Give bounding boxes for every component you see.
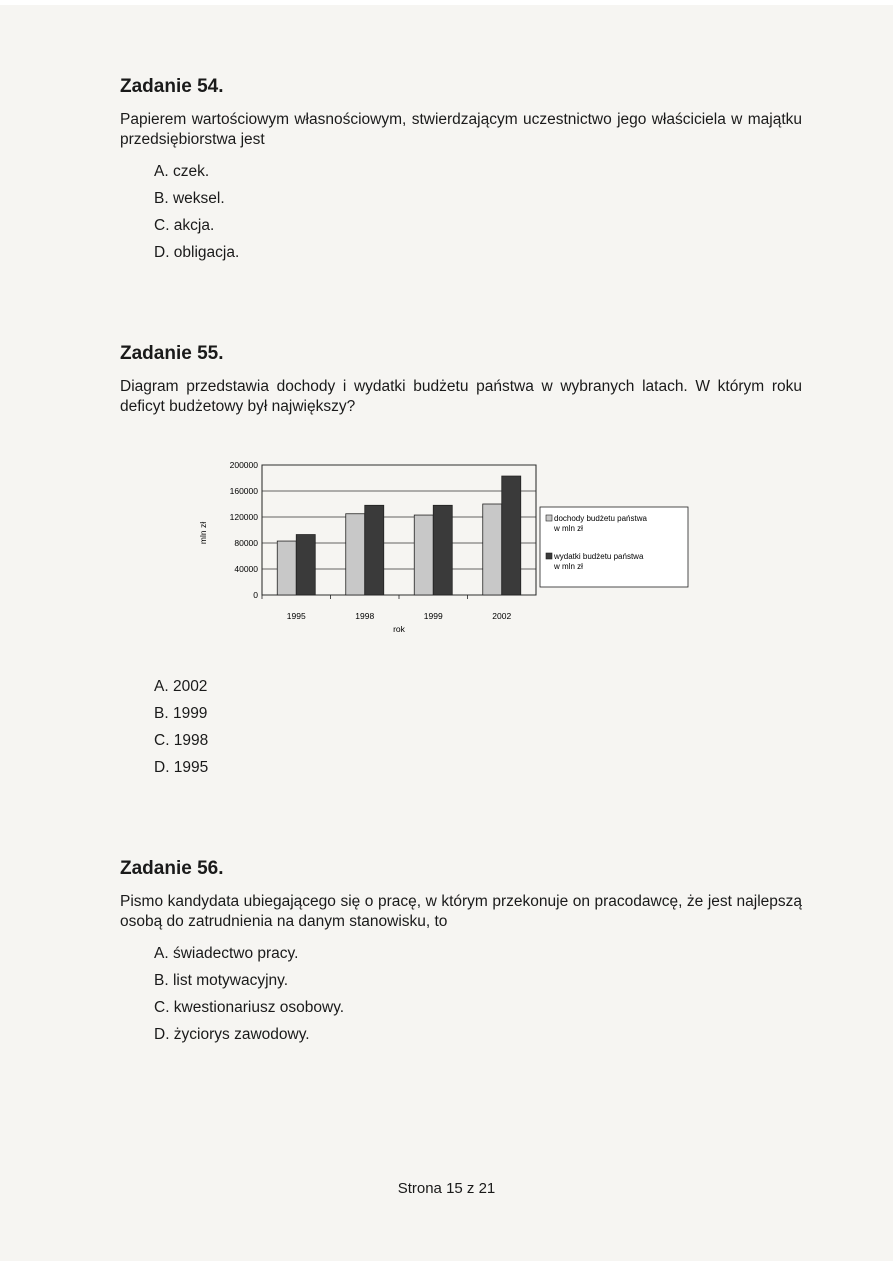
page-footer: Strona 15 z 21 [397, 1180, 496, 1197]
x-axis-label: rok [393, 624, 405, 634]
y-tick-label: 40000 [234, 564, 258, 574]
option-a[interactable]: A. świadectwo pracy. [154, 945, 299, 962]
budget-chart-svg [196, 455, 706, 650]
bar-dochody [483, 504, 502, 595]
task-title: Zadanie 55. [120, 343, 224, 364]
answer-options [154, 940, 802, 1048]
bar-dochody [277, 541, 296, 595]
option-c[interactable]: C. 1998 [154, 732, 209, 749]
x-tick-label: 1998 [355, 611, 375, 621]
legend-label: wydatki budżetu państwa [554, 552, 644, 561]
option-c[interactable]: C. akcja. [154, 217, 215, 234]
legend-swatch [546, 553, 552, 559]
bar-dochody [414, 515, 433, 595]
task-title: Zadanie 54. [120, 76, 224, 97]
y-tick-label: 160000 [229, 486, 258, 496]
option-c[interactable]: C. kwestionariusz osobowy. [154, 999, 345, 1016]
task-54 [120, 76, 802, 266]
task-56 [120, 858, 802, 1048]
task-question: Papierem wartościowym własnościowym, stwierdzającym uczestnictwo jego właściciela w majątku przedsiębiorstwa jest [120, 111, 802, 148]
task-title: Zadanie 56. [120, 858, 224, 879]
budget-chart [196, 455, 706, 650]
x-tick-label: 2002 [492, 611, 512, 621]
page-top-edge [0, 0, 893, 5]
option-b[interactable]: B. 1999 [154, 705, 208, 722]
y-tick-label: 200000 [229, 460, 258, 470]
bar-dochody [346, 514, 365, 595]
option-b[interactable]: B. weksel. [154, 190, 225, 207]
legend-label: dochody budżetu państwa [554, 514, 647, 523]
legend-swatch [546, 515, 552, 521]
task-55 [120, 343, 802, 425]
option-a[interactable]: A. czek. [154, 163, 210, 180]
task-question: Diagram przedstawia dochody i wydatki budżetu państwa w wybranych latach. W którym roku deficyt budżetowy był największy? [120, 378, 802, 415]
legend-label-cont: w mln zł [554, 562, 583, 571]
x-tick-label: 1999 [423, 611, 443, 621]
task-question: Pismo kandydata ubiegającego się o pracę, w którym przekonuje on pracodawcę, że jest najlepszą osobą do zatrudnienia na danym stanowisku, to [120, 893, 802, 930]
y-tick-label: 0 [253, 590, 258, 600]
y-tick-label: 80000 [234, 538, 258, 548]
x-tick-label: 1995 [286, 611, 306, 621]
option-d[interactable]: D. 1995 [154, 759, 209, 776]
bar-wydatki [433, 505, 452, 595]
answer-options [154, 673, 802, 781]
answer-options [154, 158, 802, 266]
task-55-answers [120, 673, 802, 781]
option-d[interactable]: D. obligacja. [154, 244, 240, 261]
option-b[interactable]: B. list motywacyjny. [154, 972, 289, 989]
legend-label-cont: w mln zł [554, 524, 583, 533]
y-axis-label: mln zł [198, 521, 208, 545]
option-d[interactable]: D. życiorys zawodowy. [154, 1026, 310, 1043]
y-tick-label: 120000 [229, 512, 258, 522]
bar-wydatki [502, 476, 521, 595]
bar-wydatki [296, 535, 315, 595]
option-a[interactable]: A. 2002 [154, 678, 208, 695]
bar-wydatki [365, 505, 384, 595]
